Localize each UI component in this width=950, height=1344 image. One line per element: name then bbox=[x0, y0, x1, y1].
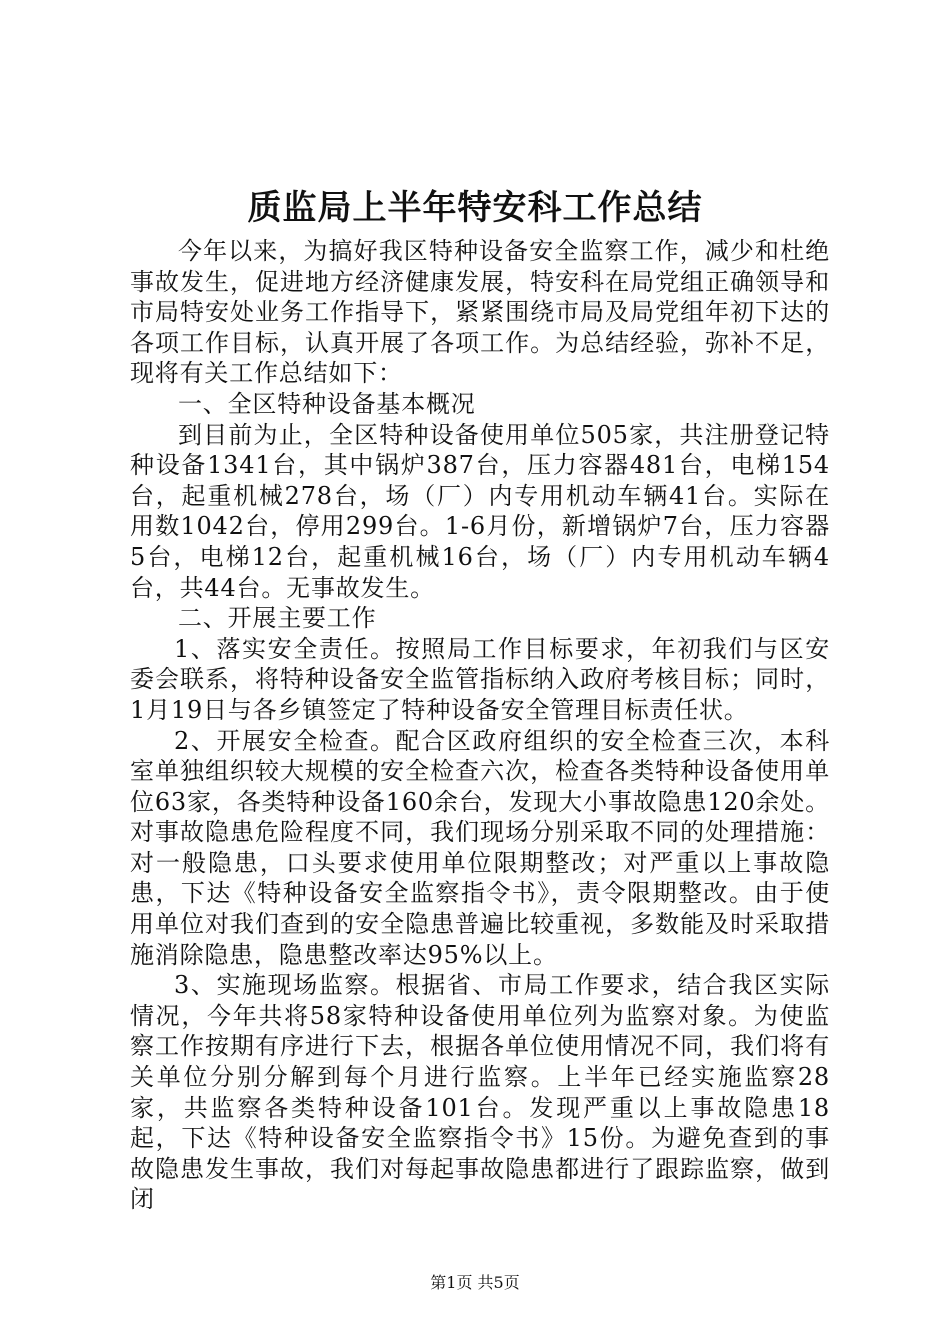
paragraph-onsite-supervision: 3、实施现场监察。根据省、市局工作要求，结合我区实际情况，今年共将58家特种设备使用单位列为监察对象。为使监察工作按期有序进行下去，根据各单位使用情况不同，我们将有关单位分别分解到每个月进行监察。上半年已经实施监察28家，共监察各类特种设备101台。发现严重以上事故隐患18起，下达《特种设备安全监察指令书》15份。为避免查到的事故隐患发生事故，我们对每起事故隐患都进行了跟踪监察，做到闭 bbox=[130, 971, 830, 1214]
paragraph-intro: 今年以来，为搞好我区特种设备安全监察工作，减少和杜绝事故发生，促进地方经济健康发展，特安科在局党组正确领导和市局特安处业务工作指导下，紧紧围绕市局及局党组年初下达的各项工作目标，认真开展了各项工作。为总结经验，弥补不足，现将有关工作总结如下： bbox=[130, 237, 830, 388]
paragraph-safety-inspection: 2、开展安全检查。配合区政府组织的安全检查三次，本科室单独组织较大规模的安全检查六次，检查各类特种设备使用单位63家，各类特种设备160余台，发现大小事故隐患120余处。对事故隐患危险程度不同，我们现场分别采取不同的处理措施：对一般隐患，口头要求使用单位限期整改；对严重以上事故隐患，下达《特种设备安全监察指令书》，责令限期整改。由于使用单位对我们查到的安全隐患普遍比较重视，多数能及时采取措施消除隐患，隐患整改率达95%以上。 bbox=[130, 726, 830, 969]
paragraph-safety-responsibility: 1、落实安全责任。按照局工作目标要求，年初我们与区安委会联系，将特种设备安全监管指标纳入政府考核目标；同时，1月19日与各乡镇签定了特种设备安全管理目标责任状。 bbox=[130, 634, 830, 724]
page-number-footer: 第1页 共5页 bbox=[430, 1273, 520, 1292]
section-heading-overview: 一、全区特种设备基本概况 bbox=[178, 389, 476, 418]
paragraph-overview: 到目前为止，全区特种设备使用单位505家，共注册登记特种设备1341台，其中锅炉387台，压力容器481台，电梯154台，起重机械278台，场（厂）内专用机动车辆41台。实际在用数1042台，停用299台。1-6月份，新增锅炉7台，压力容器5台，电梯12台，起重机械16台，场（厂）内专用机动车辆4台，共44台。无事故发生。 bbox=[130, 420, 830, 602]
document-body bbox=[130, 236, 830, 1215]
section-heading-main-work: 二、开展主要工作 bbox=[178, 604, 377, 633]
document-title: 质监局上半年特安科工作总结 bbox=[247, 188, 703, 228]
